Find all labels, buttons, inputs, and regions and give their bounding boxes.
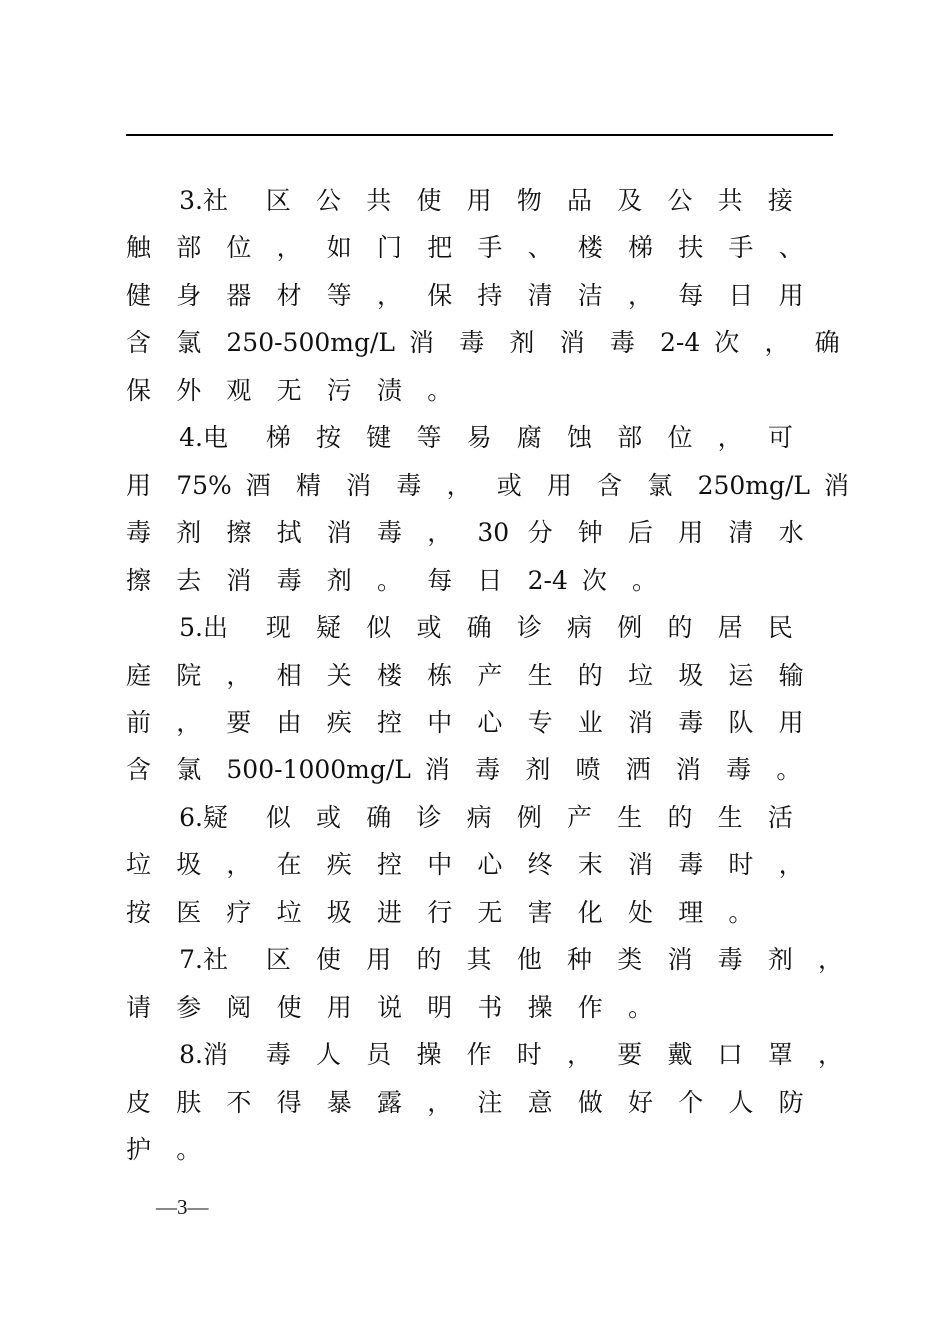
text-token: 按 <box>316 423 342 453</box>
text-token: 进 <box>377 897 403 927</box>
text-token: 例 <box>516 802 542 832</box>
text-token: 用 <box>126 470 152 500</box>
text-token: ， <box>176 707 202 737</box>
text-token: 毒 <box>396 470 422 500</box>
text-token: 中 <box>427 850 453 880</box>
text-token: 不 <box>226 1087 252 1117</box>
text-token: 圾 <box>326 897 352 927</box>
text-token: ， <box>567 1040 593 1070</box>
text-line <box>126 703 846 743</box>
text-token: 消 <box>667 945 693 975</box>
text-token: 做 <box>577 1087 603 1117</box>
text-token: 医 <box>176 897 202 927</box>
text-token: 运 <box>728 660 754 690</box>
text-token: 消 <box>824 470 850 500</box>
text-token: 剂 <box>525 755 551 785</box>
text-token: 的 <box>577 660 603 690</box>
text-token: 现 <box>265 613 291 643</box>
text-token: 操 <box>416 1040 442 1070</box>
text-token: 消 <box>424 755 450 785</box>
text-token: 每 <box>678 280 704 310</box>
text-token: 要 <box>617 1040 643 1070</box>
text-token: 区 <box>265 186 291 215</box>
text-token: 消 <box>346 470 372 500</box>
text-token: 毒 <box>678 707 704 737</box>
text-token: 好 <box>628 1087 654 1117</box>
text-token: 共 <box>717 186 743 215</box>
text-token: 露 <box>377 1087 403 1117</box>
text-token: 共 <box>366 186 392 215</box>
text-token: 喷 <box>575 755 601 785</box>
text-token: 材 <box>276 280 302 310</box>
text-token: 按 <box>126 897 152 927</box>
text-token: 日 <box>477 565 503 595</box>
text-token: 酒 <box>245 470 271 500</box>
text-token: 剂 <box>326 565 352 595</box>
text-token: 种 <box>567 945 593 975</box>
text-token: 物 <box>516 186 542 215</box>
text-token: 如 <box>326 233 352 263</box>
text-token: 居 <box>717 613 743 643</box>
text-token: 毒 <box>609 328 635 358</box>
text-token: 500-1000mg/L <box>226 755 411 785</box>
text-token: 圾 <box>678 660 704 690</box>
text-token: 消 <box>226 565 252 595</box>
text-token: 相 <box>276 660 302 690</box>
text-token: 操 <box>527 992 553 1022</box>
text-token: 洒 <box>625 755 651 785</box>
text-token: 公 <box>667 186 693 215</box>
text-token: 输 <box>778 660 804 690</box>
text-token: 清 <box>527 280 553 310</box>
text-token: 健 <box>126 280 152 310</box>
text-token: 楼 <box>577 233 603 263</box>
text-token: 似 <box>366 613 392 643</box>
text-token: 含 <box>597 470 623 500</box>
text-token: 外 <box>176 375 202 405</box>
text-line <box>126 561 846 601</box>
text-token: 垃 <box>628 660 654 690</box>
text-token: 得 <box>276 1087 302 1117</box>
text-line <box>126 940 846 980</box>
text-token: 理 <box>678 897 704 927</box>
text-token: 毒 <box>726 755 752 785</box>
text-token: 行 <box>427 897 453 927</box>
text-token: 75% <box>176 470 232 500</box>
text-token: 戴 <box>667 1040 693 1070</box>
text-token: 含 <box>126 755 152 785</box>
text-token: 用 <box>546 470 572 500</box>
text-line <box>126 893 846 933</box>
text-token: 说 <box>377 992 403 1022</box>
text-token: 的 <box>416 945 442 975</box>
text-token: 消 <box>326 518 352 548</box>
text-token: 清 <box>728 518 754 548</box>
text-token: 注 <box>477 1087 503 1117</box>
text-token: 民 <box>767 613 793 643</box>
text-token: 位 <box>226 233 252 263</box>
text-token: 生 <box>717 802 743 832</box>
page-number: —3— <box>156 1195 209 1219</box>
text-token: 蚀 <box>567 423 593 453</box>
text-token: 病 <box>567 613 593 643</box>
text-token: 疾 <box>326 850 352 880</box>
text-token: 生 <box>617 802 643 832</box>
text-token: 拭 <box>276 518 302 548</box>
text-token: 业 <box>577 707 603 737</box>
text-token: 护 <box>126 1135 152 1164</box>
header-rule <box>126 134 833 136</box>
text-token: 。 <box>427 375 453 405</box>
text-token: 防 <box>778 1087 804 1117</box>
text-token: 5.出 <box>179 613 228 643</box>
text-token: 位 <box>667 423 693 453</box>
text-token: 队 <box>728 707 754 737</box>
text-token: 每 <box>427 565 453 595</box>
text-token: 害 <box>527 897 553 927</box>
text-token: 在 <box>276 850 302 880</box>
text-token: 保 <box>126 375 152 405</box>
text-token: 产 <box>567 802 593 832</box>
text-token: 圾 <box>176 850 202 880</box>
text-line <box>126 1130 846 1170</box>
text-token: 擦 <box>226 518 252 548</box>
text-line <box>126 1035 846 1075</box>
text-token: 终 <box>527 850 553 880</box>
text-token: 罩 <box>767 1040 793 1070</box>
text-token: 庭 <box>126 660 152 690</box>
text-token: 楼 <box>377 660 403 690</box>
text-token: 氯 <box>176 755 202 785</box>
text-token: 等 <box>416 423 442 453</box>
text-token: 。 <box>632 565 658 595</box>
text-token: 请 <box>126 992 152 1022</box>
text-token: 持 <box>477 280 503 310</box>
text-token: 使 <box>316 945 342 975</box>
text-token: 洁 <box>577 280 603 310</box>
text-token: 使 <box>276 992 302 1022</box>
text-token: ， <box>778 850 804 880</box>
text-token: 。 <box>628 992 654 1022</box>
text-token: 把 <box>427 233 453 263</box>
text-token: 。 <box>728 897 754 927</box>
text-token: 或 <box>496 470 522 500</box>
text-token: 他 <box>516 945 542 975</box>
text-line <box>126 988 846 1028</box>
text-token: 化 <box>577 897 603 927</box>
text-token: 诊 <box>516 613 542 643</box>
text-token: ， <box>717 423 743 453</box>
text-token: 接 <box>767 186 793 215</box>
text-token: 前 <box>126 707 152 737</box>
text-token: 垃 <box>126 850 152 880</box>
text-token: ， <box>446 470 472 500</box>
text-token: 确 <box>466 613 492 643</box>
text-token: 人 <box>316 1040 342 1070</box>
text-token: 消 <box>409 328 435 358</box>
text-token: 7.社 <box>179 945 228 975</box>
text-token: 可 <box>767 423 793 453</box>
text-token: 毒 <box>717 945 743 975</box>
text-token: 院 <box>176 660 202 690</box>
text-line <box>126 656 846 696</box>
text-token: ， <box>628 280 654 310</box>
text-token: 毒 <box>377 518 403 548</box>
text-line <box>126 798 846 838</box>
text-token: 氯 <box>176 328 202 358</box>
text-token: 3.社 <box>179 186 228 215</box>
text-token: 病 <box>466 802 492 832</box>
text-token: 垃 <box>276 897 302 927</box>
text-token: 无 <box>276 375 302 405</box>
text-token: 键 <box>366 423 392 453</box>
text-token: ， <box>427 518 453 548</box>
text-token: 渍 <box>377 375 403 405</box>
text-token: 毒 <box>678 850 704 880</box>
text-token: 毒 <box>276 565 302 595</box>
text-token: 用 <box>778 280 804 310</box>
text-token: 毒 <box>459 328 485 358</box>
text-token: 书 <box>477 992 503 1022</box>
text-token: 疑 <box>316 613 342 643</box>
text-token: 。 <box>776 755 802 785</box>
text-token: 作 <box>466 1040 492 1070</box>
text-token: 产 <box>477 660 503 690</box>
text-token: 用 <box>678 518 704 548</box>
text-token: 处 <box>628 897 654 927</box>
text-token: 水 <box>778 518 804 548</box>
text-token: 及 <box>617 186 643 215</box>
text-token: 暴 <box>326 1087 352 1117</box>
text-token: 活 <box>767 802 793 832</box>
text-token: ， <box>226 660 252 690</box>
text-token: 由 <box>276 707 302 737</box>
text-token: 使 <box>416 186 442 215</box>
text-token: 阅 <box>226 992 252 1022</box>
text-token: 个 <box>678 1087 704 1117</box>
text-token: 时 <box>728 850 754 880</box>
text-token: 精 <box>295 470 321 500</box>
text-line <box>126 371 846 411</box>
text-token: 时 <box>516 1040 542 1070</box>
text-token: 次 <box>714 328 740 358</box>
text-line <box>126 845 846 885</box>
text-token: 或 <box>316 802 342 832</box>
text-token: 的 <box>667 802 693 832</box>
text-token: 心 <box>477 707 503 737</box>
text-token: ， <box>427 1087 453 1117</box>
text-token: 部 <box>617 423 643 453</box>
text-token: 明 <box>427 992 453 1022</box>
text-token: 8.消 <box>179 1040 228 1070</box>
text-token: 区 <box>265 945 291 975</box>
text-token: ， <box>818 945 844 975</box>
text-token: 手 <box>477 233 503 263</box>
text-token: 观 <box>226 375 252 405</box>
text-token: 易 <box>466 423 492 453</box>
text-token: 人 <box>728 1087 754 1117</box>
text-token: 用 <box>326 992 352 1022</box>
text-token: 类 <box>617 945 643 975</box>
text-token: 控 <box>377 850 403 880</box>
text-token: 钟 <box>577 518 603 548</box>
text-token: 作 <box>577 992 603 1022</box>
text-token: 皮 <box>126 1087 152 1117</box>
text-token: 品 <box>567 186 593 215</box>
text-token: 员 <box>366 1040 392 1070</box>
text-token: 。 <box>176 1135 202 1164</box>
text-token: 2-4 <box>527 565 568 595</box>
text-token: 末 <box>577 850 603 880</box>
text-token: 后 <box>628 518 654 548</box>
text-token: 保 <box>427 280 453 310</box>
text-line <box>126 181 846 221</box>
text-token: 疗 <box>226 897 252 927</box>
text-token: 6.疑 <box>179 802 228 832</box>
text-token: 擦 <box>126 565 152 595</box>
text-token: 梯 <box>628 233 654 263</box>
text-token: 毒 <box>265 1040 291 1070</box>
text-line <box>126 608 846 648</box>
text-token: 肤 <box>176 1087 202 1117</box>
text-token: 关 <box>326 660 352 690</box>
text-token: 触 <box>126 233 152 263</box>
text-token: 疾 <box>326 707 352 737</box>
text-line <box>126 513 846 553</box>
text-token: 消 <box>559 328 585 358</box>
text-token: 扶 <box>678 233 704 263</box>
text-token: 口 <box>717 1040 743 1070</box>
text-token: 确 <box>366 802 392 832</box>
text-token: ， <box>226 850 252 880</box>
text-token: 意 <box>527 1087 553 1117</box>
text-token: 栋 <box>427 660 453 690</box>
text-token: 250-500mg/L <box>226 328 396 358</box>
text-token: 中 <box>427 707 453 737</box>
text-token: 诊 <box>416 802 442 832</box>
text-token: 专 <box>527 707 553 737</box>
text-token: 公 <box>316 186 342 215</box>
text-token: 去 <box>176 565 202 595</box>
text-token: 含 <box>126 328 152 358</box>
text-token: 梯 <box>265 423 291 453</box>
text-token: 2-4 <box>660 328 701 358</box>
text-token: ， <box>276 233 302 263</box>
text-token: 剂 <box>509 328 535 358</box>
text-token: 剂 <box>176 518 202 548</box>
text-token: 、 <box>778 233 804 263</box>
text-token: 消 <box>675 755 701 785</box>
text-line <box>126 418 846 458</box>
text-line <box>126 750 846 790</box>
text-token: 的 <box>667 613 693 643</box>
text-token: 30 <box>477 518 510 548</box>
text-token: 或 <box>416 613 442 643</box>
text-token: 剂 <box>767 945 793 975</box>
text-token: 器 <box>226 280 252 310</box>
text-line <box>126 466 850 506</box>
text-token: 4.电 <box>179 423 228 453</box>
text-token: 用 <box>466 186 492 215</box>
text-token: 日 <box>728 280 754 310</box>
text-token: ， <box>764 328 790 358</box>
text-token: 身 <box>176 280 202 310</box>
text-token: 其 <box>466 945 492 975</box>
text-token: 毒 <box>126 518 152 548</box>
text-token: 消 <box>628 850 654 880</box>
text-token: 等 <box>326 280 352 310</box>
text-line <box>126 228 846 268</box>
text-token: 分 <box>527 518 553 548</box>
text-token: 要 <box>226 707 252 737</box>
text-token: ， <box>377 280 403 310</box>
text-token: 消 <box>628 707 654 737</box>
text-token: 手 <box>728 233 754 263</box>
text-token: 腐 <box>516 423 542 453</box>
text-token: 部 <box>176 233 202 263</box>
text-token: 用 <box>366 945 392 975</box>
text-token: 。 <box>377 565 403 595</box>
text-token: ， <box>818 1040 844 1070</box>
text-token: 毒 <box>475 755 501 785</box>
text-token: 氯 <box>647 470 673 500</box>
text-token: 用 <box>778 707 804 737</box>
text-line <box>126 276 846 316</box>
text-token: 参 <box>176 992 202 1022</box>
text-token: 例 <box>617 613 643 643</box>
text-token: 、 <box>527 233 553 263</box>
text-token: 无 <box>477 897 503 927</box>
text-token: 门 <box>377 233 403 263</box>
text-token: 次 <box>581 565 607 595</box>
text-token: 控 <box>377 707 403 737</box>
text-token: 心 <box>477 850 503 880</box>
text-line <box>126 323 846 363</box>
text-line <box>126 1083 846 1123</box>
text-token: 确 <box>814 328 840 358</box>
text-token: 污 <box>326 375 352 405</box>
text-token: 生 <box>527 660 553 690</box>
text-token: 250mg/L <box>697 470 811 500</box>
text-token: 似 <box>265 802 291 832</box>
